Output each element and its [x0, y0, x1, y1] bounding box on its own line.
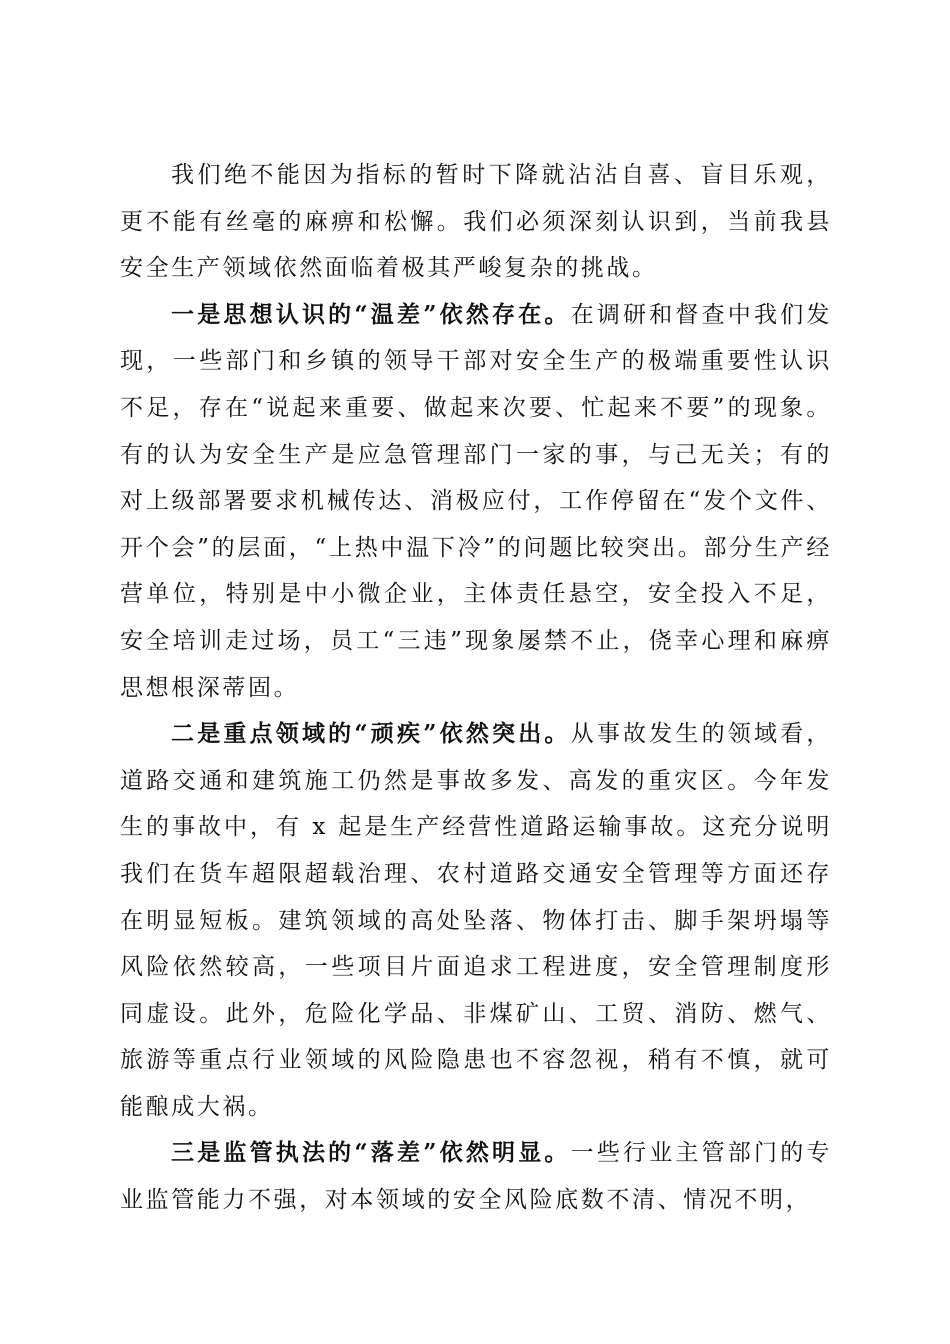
- paragraph-point-one: [120, 292, 832, 711]
- point-three-heading: 三是监管执法的“落差”依然明显。: [171, 1139, 571, 1167]
- paragraph-intro: [120, 152, 832, 292]
- point-two-heading: 二是重点领域的“顽疾”依然突出。: [171, 720, 571, 748]
- point-three-text: 一些行业主管部门的专业监管能力不强，对本领域的安全风险底数不清、情况不明，: [120, 1140, 833, 1214]
- document-body: [120, 152, 832, 1224]
- paragraph-point-three: [120, 1130, 832, 1223]
- point-one-text: 在调研和督查中我们发现，一些部门和乡镇的领导干部对安全生产的极端重要性认识不足，存在“说起来重要、做起来次要、忙起来不要”的现象。有的认为安全生产是应急管理部门一家的事，与己无关；有的对上级部署要求机械传达、消极应付，工作停留在“发个文件、开个会”的层面，“上热中温下冷”的问题比较突出。部分生产经营单位，特别是中小微企业，主体责任悬空，安全投入不足，安全培训走过场，员工“三违”现象屡禁不止，侥幸心理和麻痹思想根深蒂固。: [120, 301, 833, 701]
- paragraph-point-two: [120, 711, 832, 1130]
- paragraph-intro-text: 我们绝不能因为指标的暂时下降就沾沾自喜、盲目乐观，更不能有丝毫的麻痹和松懈。我们必须深刻认识到，当前我县安全生产领域依然面临着极其严峻复杂的挑战。: [120, 162, 832, 282]
- point-one-heading: 一是思想认识的“温差”依然存在。: [171, 300, 571, 328]
- point-two-text: 从事故发生的领域看，道路交通和建筑施工仍然是事故多发、高发的重灾区。今年发生的事故中，有 x 起是生产经营性道路运输事故。这充分说明我们在货车超限超载治理、农村道路交通安全管理等方面还存在明显短板。建筑领域的高处坠落、物体打击、脚手架坍塌等风险依然较高，一些项目片面追求工程进度，安全管理制度形同虚设。此外，危险化学品、非煤矿山、工贸、消防、燃气、旅游等重点行业领域的风险隐患也不容忽视，稍有不慎，就可能酿成大祸。: [120, 721, 833, 1120]
